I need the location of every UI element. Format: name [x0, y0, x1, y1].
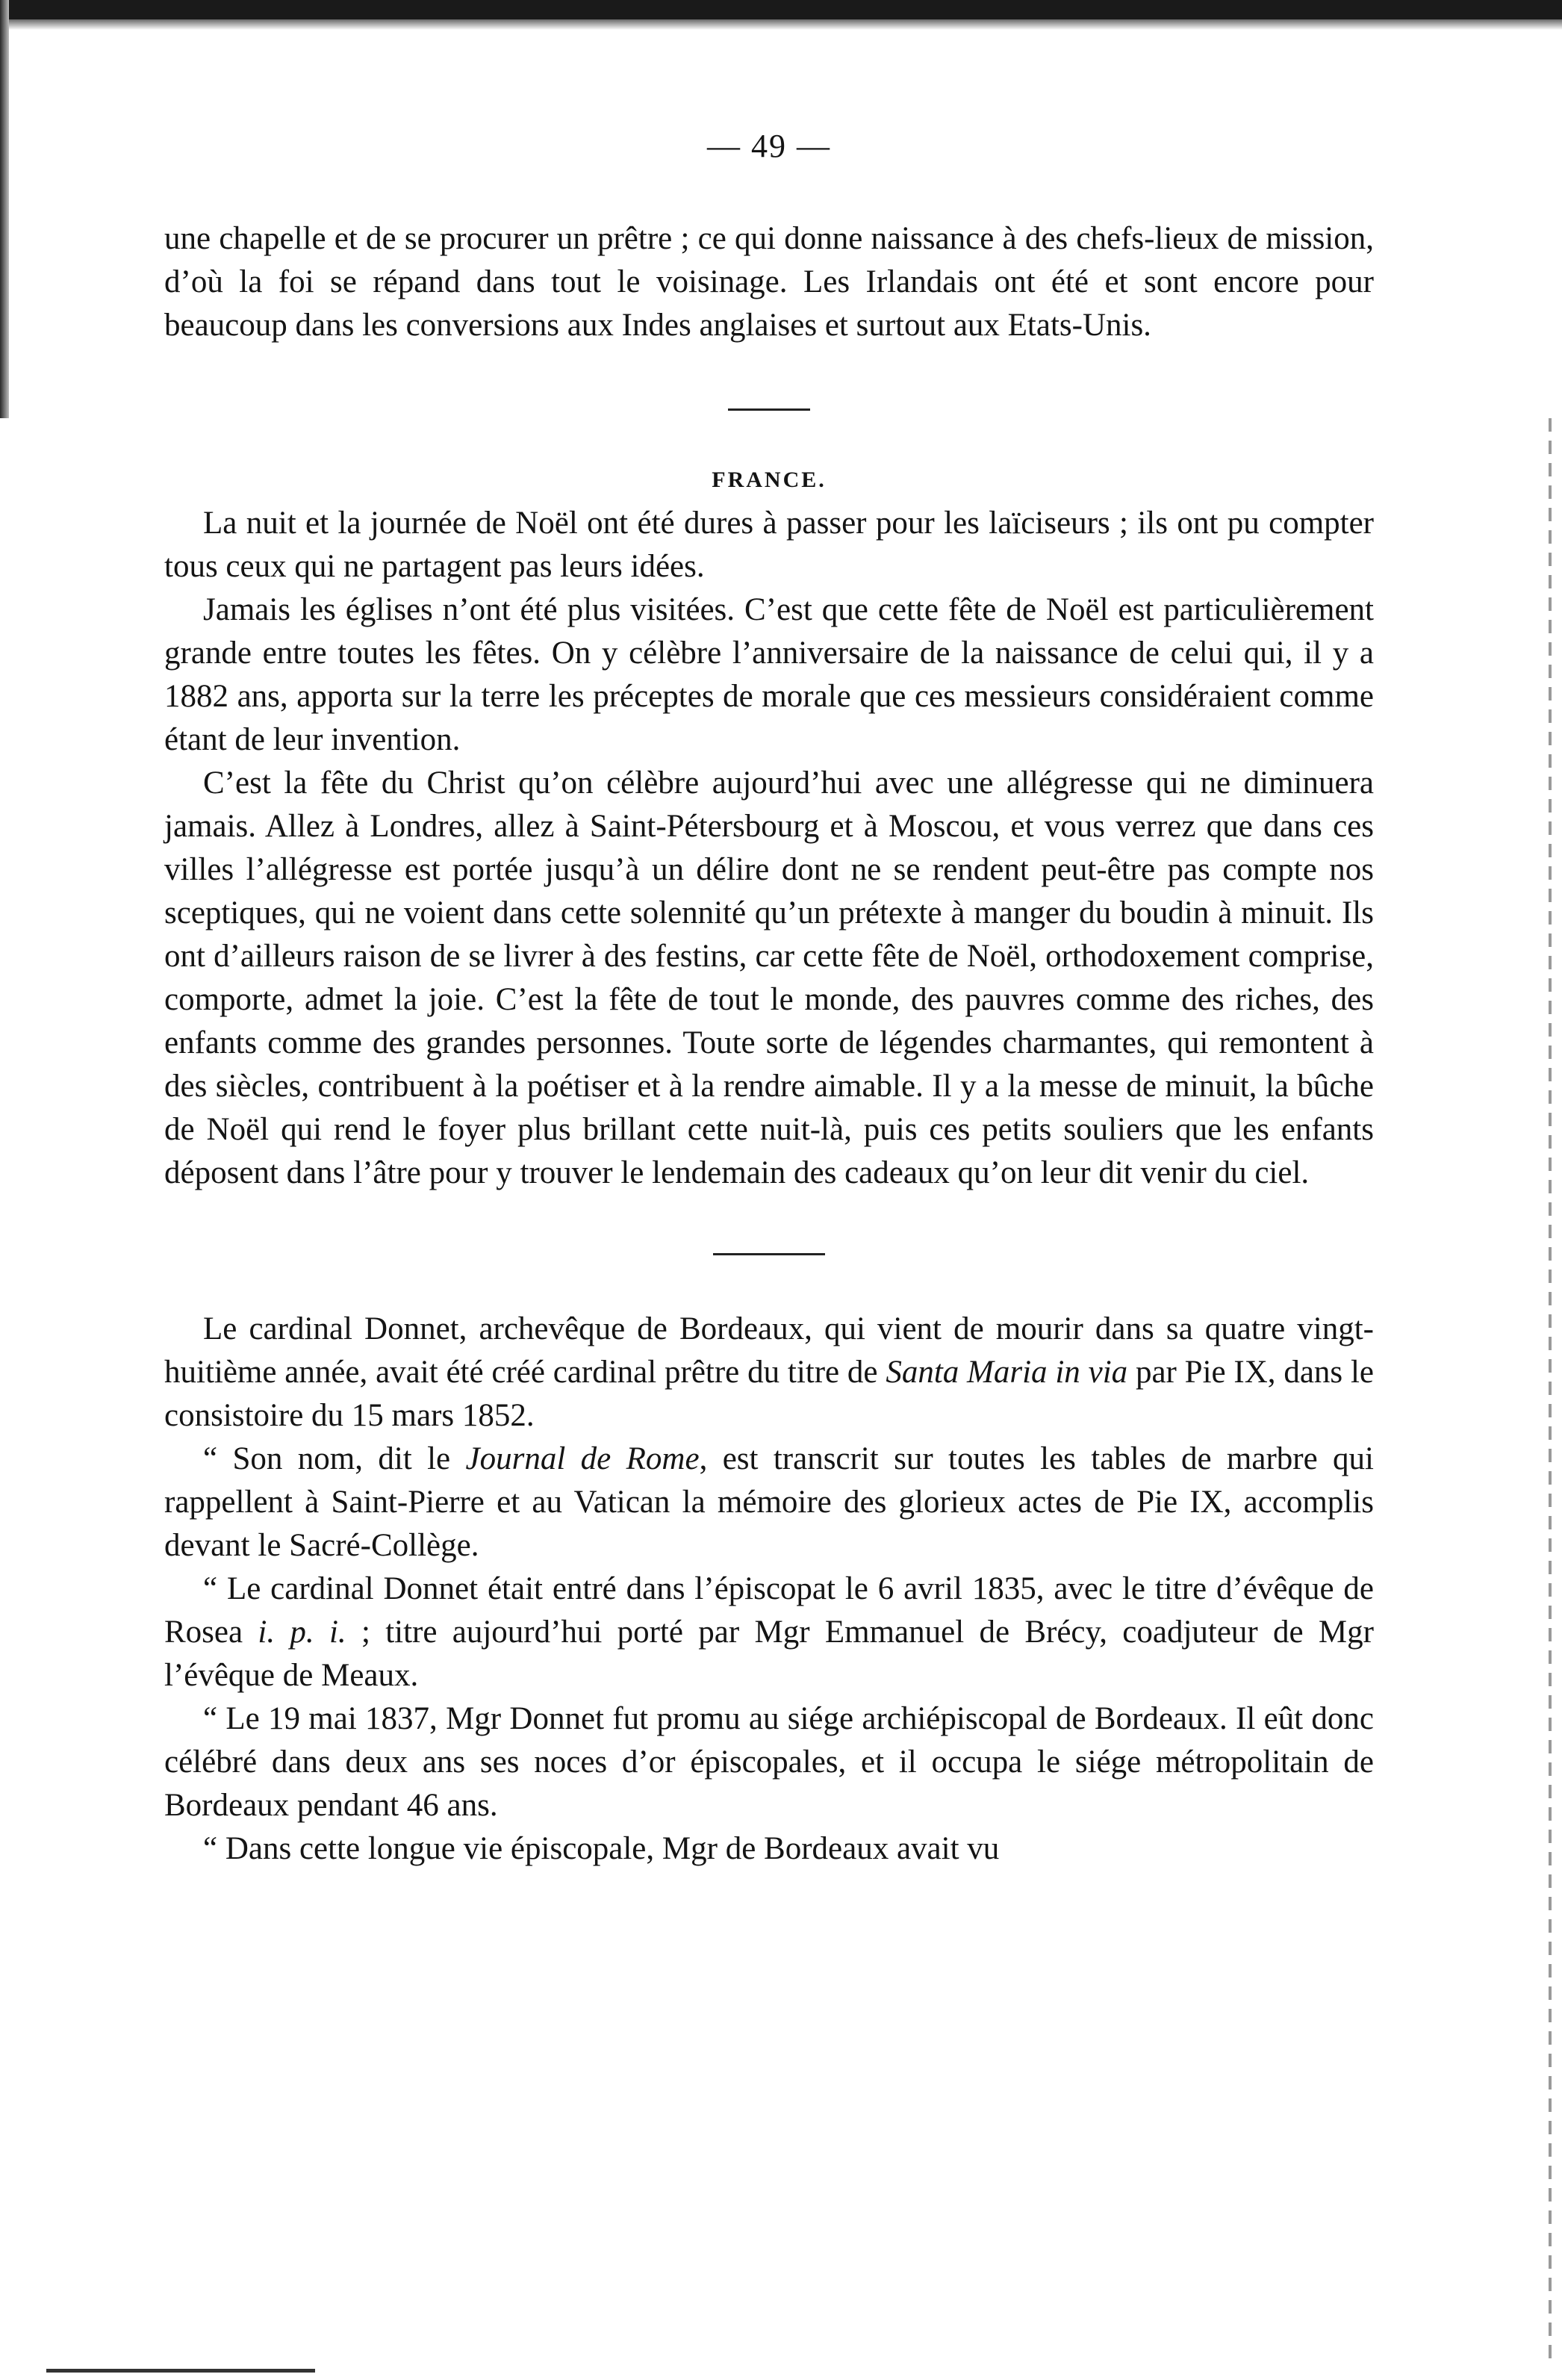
cardinal-p3-abbrev: i. p. i. — [258, 1615, 346, 1650]
cardinal-paragraph-1 — [164, 1308, 1374, 1438]
scan-edge-shadow — [0, 19, 1562, 30]
cardinal-p3-text-b: ; titre aujourd’hui porté par Mgr Emmanuel de Brécy, coadjuteur de Mgr l’évêque de Meaux. — [164, 1615, 1374, 1693]
cardinal-paragraph-2 — [164, 1438, 1374, 1567]
scan-edge-top — [0, 0, 1562, 19]
cardinal-p2-journal: Journal de Rome — [465, 1441, 700, 1476]
cardinal-p1-text-b: par Pie IX, dans le consistoire du 15 mars 1852. — [164, 1355, 1374, 1433]
page-number: — 49 — — [707, 128, 831, 164]
cardinal-paragraph-3 — [164, 1567, 1374, 1697]
cardinal-p1-text-a: Le cardinal Donnet, archevêque de Bordeaux, qui vient de mourir dans sa quatre vingt-huitième année, avait été créé cardinal prêtre du titre de — [164, 1311, 1374, 1390]
scan-edge-right — [1549, 418, 1552, 2360]
france-paragraph-1: La nuit et la journée de Noël ont été dures à passer pour les laïciseurs ; ils ont pu compter tous ceux qui ne partagent pas leurs idées. — [164, 506, 1374, 584]
cardinal-paragraph-4: “ Le 19 mai 1837, Mgr Donnet fut promu au siége archiépiscopal de Bordeaux. Il eût donc célébré dans deux ans ses noces d’or épiscopales, et il occupa le siége métropolitain de Bordeaux pendant 46 ans. — [164, 1701, 1374, 1823]
scan-edge-left — [0, 0, 9, 418]
france-paragraph-2: Jamais les églises n’ont été plus visitées. C’est que cette fête de Noël est particulièrement grande entre toutes les fêtes. On y célèbre l’anniversaire de la naissance de celui qui, il y a 1882 ans, apporta sur la terre les préceptes de morale que ces messieurs considéraient comme étant de leur invention. — [164, 592, 1374, 757]
intro-paragraph: une chapelle et de se procurer un prêtre ; ce qui donne naissance à des chefs-lieux de mission, d’où la foi se répand dans tout le voisinage. Les Irlandais ont été et sont encore pour beaucoup dans les conversions aux Indes anglaises et surtout aux Etats-Unis. — [164, 221, 1374, 343]
section-heading-france: FRANCE. — [712, 467, 827, 492]
document-page — [164, 127, 1374, 1871]
section-divider — [728, 408, 810, 411]
france-paragraph-3: C’est la fête du Christ qu’on célèbre aujourd’hui avec une allégresse qui ne diminuera jamais. Allez à Londres, allez à Saint-Pétersbourg et à Moscou, et vous verrez que dans ces villes l’allégresse est portée jusqu’à un délire dont ne se rendent peut-être pas compte nos sceptiques, qui ne voient dans cette solennité qu’un prétexte à manger du boudin à minuit. Ils ont d’ailleurs raison de se livrer à des festins, car cette fête de Noël, orthodoxement comprise, comporte, admet la joie. C’est la fête de tout le monde, des pauvres comme des riches, des enfants comme des grandes personnes. Toute sorte de légendes charmantes, qui remontent à des siècles, contribuent à la poétiser et à la rendre aimable. Il y a la messe de minuit, la bûche de Noël qui rend le foyer plus brillant cette nuit-là, puis ces petits souliers que les enfants déposent dans l’âtre pour y trouver le lendemain des cadeaux qu’on leur dit venir du ciel. — [164, 765, 1374, 1190]
cardinal-paragraph-5: “ Dans cette longue vie épiscopale, Mgr de Bordeaux avait vu — [203, 1831, 1000, 1866]
cardinal-p2-text-a: “ Son nom, dit le — [203, 1441, 466, 1476]
cardinal-p3-text-a: “ Le cardinal Donnet était entré dans l’épiscopat le 6 avril 1835, avec le titre d’évêque de Rosea — [164, 1571, 1374, 1650]
cardinal-p2-text-b: , est transcrit sur toutes les tables de marbre qui rappellent à Saint-Pierre et au Vatican la mémoire des glorieux actes de Pie IX, accomplis devant le Sacré-Collège. — [164, 1441, 1375, 1563]
cardinal-p1-title: Santa Maria in via — [886, 1355, 1128, 1390]
scan-bottom-mark — [46, 2369, 315, 2373]
section-divider-cardinal — [713, 1253, 825, 1255]
